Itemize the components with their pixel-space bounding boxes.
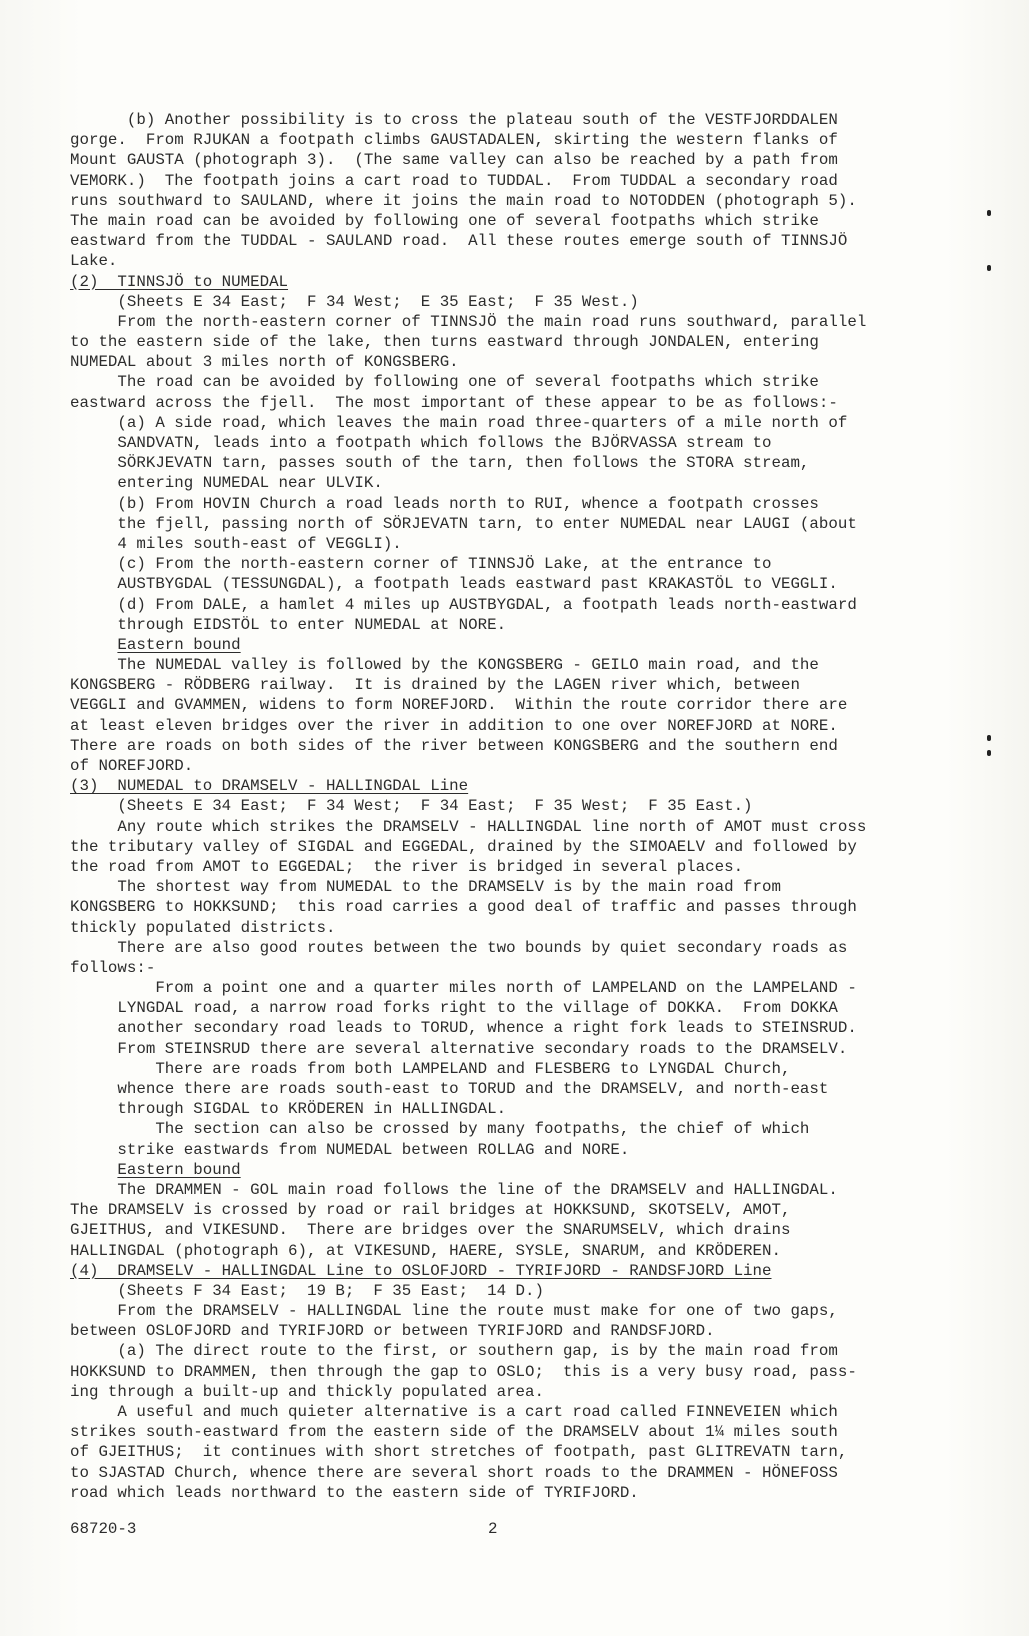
text-line: From the DRAMSELV - HALLINGDAL line the route must make for one of two gaps, — [70, 1302, 838, 1321]
text-line: SANDVATN, leads into a footpath which follows the BJÖRVASSA stream to — [70, 434, 772, 452]
text-line: The NUMEDAL valley is followed by the KONGSBERG - GEILO main road, and the — [70, 656, 819, 675]
text-line: eastward from the TUDDAL - SAULAND road. All these routes emerge south of TINNSJÖ — [70, 232, 848, 251]
text-line: entering NUMEDAL near ULVIK. — [70, 474, 383, 493]
text-line: There are roads from both LAMPELAND and FLESBERG to LYNGDAL Church, — [70, 1059, 791, 1078]
text-line: From STEINSRUD there are several alternative secondary roads to the DRAMSELV. — [70, 1039, 848, 1058]
margin-mark — [987, 265, 991, 271]
text-line: (a) The direct route to the first, or southern gap, is by the main road from — [70, 1342, 838, 1361]
text-line: of GJEITHUS; it continues with short stretches of footpath, past GLITREVATN tarn, — [70, 1443, 848, 1462]
text-line: KONGSBERG - RÖDBERG railway. It is drained by the LAGEN river which, between — [70, 676, 800, 695]
text-line — [70, 1261, 970, 1281]
margin-mark — [987, 750, 991, 756]
text-line: LYNGDAL road, a narrow road forks right to the village of DOKKA. From DOKKA — [70, 999, 838, 1018]
text-line: whence there are roads south-east to TORUD and the DRAMSELV, and north-east — [70, 1080, 829, 1098]
text-line: The road can be avoided by following one of several footpaths which strike — [70, 373, 819, 392]
text-line: (Sheets E 34 East; F 34 West; E 35 East; F 35 West.) — [70, 292, 639, 311]
text-line: (Sheets E 34 East; F 34 West; F 34 East; F 35 West; F 35 East.) — [70, 797, 753, 816]
text-line: gorge. From RJUKAN a footpath climbs GAUSTADALEN, skirting the western flanks of — [70, 131, 838, 150]
text-line: HOKKSUND to DRAMMEN, then through the gap to OSLO; this is a very busy road, pass- — [70, 1362, 857, 1381]
margin-mark — [987, 735, 991, 741]
text-line: at least eleven bridges over the river in addition to one over NOREFJORD at NORE. — [70, 716, 838, 735]
text-line: VEGGLI and GVAMMEN, widens to form NOREFJORD. Within the route corridor there are — [70, 696, 848, 715]
text-line: through EIDSTÖL to enter NUMEDAL at NORE. — [70, 615, 507, 634]
text-line: (b) From HOVIN Church a road leads north to RUI, whence a footpath crosses — [70, 494, 819, 513]
text-line: follows:- — [70, 958, 156, 977]
text-line: Lake. — [70, 252, 118, 271]
text-line: strikes south-eastward from the eastern side of the DRAMSELV about 1¼ miles south — [70, 1423, 838, 1442]
heading-text: (4) DRAMSELV - HALLINGDAL Line to OSLOFJORD - TYRIFJORD - RANDSFJORD Line — [70, 1261, 772, 1280]
text-line: eastward across the fjell. The most important of these appear to be as follows:- — [70, 393, 838, 412]
text-line: HALLINGDAL (photograph 6), at VIKESUND, HAERE, SYSLE, SNARUM, and KRÖDEREN. — [70, 1241, 781, 1260]
text-line: The main road can be avoided by following one of several footpaths which strike — [70, 211, 819, 230]
text-line: runs southward to SAULAND, where it joins the main road to NOTODDEN (photograph 5). — [70, 191, 857, 210]
text-line: the road from AMOT to EGGEDAL; the river is bridged in several places. — [70, 857, 744, 876]
document-number: 68720-3 — [70, 1520, 137, 1538]
text-line: the fjell, passing north of SÖRJEVATN tarn, to enter NUMEDAL near LAUGI (about — [70, 514, 857, 533]
text-line: AUSTBYGDAL (TESSUNGDAL), a footpath leads eastward past KRAKASTÖL to VEGGLI. — [70, 575, 838, 594]
heading-text: Eastern bound — [117, 1160, 241, 1179]
text-line: (Sheets F 34 East; 19 B; F 35 East; 14 D.) — [70, 1281, 544, 1300]
text-line: (d) From DALE, a hamlet 4 miles up AUSTBYGDAL, a footpath leads north-eastward — [70, 595, 857, 614]
text-line — [70, 1160, 970, 1180]
margin-mark — [987, 210, 991, 216]
text-line: GJEITHUS, and VIKESUND. There are bridges over the SNARUMSELV, which drains — [70, 1221, 791, 1240]
text-line: SÖRKJEVATN tarn, passes south of the tarn, then follows the STORA stream, — [70, 454, 810, 473]
text-line: The section can also be crossed by many footpaths, the chief of which — [70, 1120, 810, 1139]
text-line — [70, 635, 970, 655]
text-line: There are also good routes between the two bounds by quiet secondary roads as — [70, 938, 848, 957]
document-body — [70, 110, 970, 1503]
text-line — [70, 776, 970, 796]
text-line: 4 miles south-east of VEGGLI). — [70, 534, 402, 553]
text-line: KONGSBERG to HOKKSUND; this road carries a good deal of traffic and passes through — [70, 898, 857, 917]
text-line: NUMEDAL about 3 miles north of KONGSBERG. — [70, 353, 459, 372]
text-line: between OSLOFJORD and TYRIFJORD or between TYRIFJORD and RANDSFJORD. — [70, 1322, 715, 1341]
text-line: (a) A side road, which leaves the main road three-quarters of a mile north of — [70, 413, 848, 432]
text-line: Any route which strikes the DRAMSELV - HALLINGDAL line north of AMOT must cross — [70, 817, 867, 836]
text-line: another secondary road leads to TORUD, whence a right fork leads to STEINSRUD. — [70, 1019, 857, 1038]
text-line: From the north-eastern corner of TINNSJÖ the main road runs southward, parallel — [70, 312, 867, 331]
text-line: The shortest way from NUMEDAL to the DRAMSELV is by the main road from — [70, 878, 781, 897]
text-line: From a point one and a quarter miles north of LAMPELAND on the LAMPELAND - — [70, 979, 857, 998]
text-line: road which leads northward to the eastern side of TYRIFJORD. — [70, 1483, 639, 1502]
text-line: ing through a built-up and thickly populated area. — [70, 1382, 544, 1401]
heading-text: (2) TINNSJÖ to NUMEDAL — [70, 272, 289, 291]
text-line: the tributary valley of SIGDAL and EGGEDAL, drained by the SIMOAELV and followed by — [70, 837, 857, 856]
text-line: A useful and much quieter alternative is a cart road called FINNEVEIEN which — [70, 1403, 838, 1421]
text-line: thickly populated districts. — [70, 918, 336, 937]
text-line: of NOREFJORD. — [70, 757, 194, 775]
heading-text: Eastern bound — [117, 635, 241, 654]
text-line: Mount GAUSTA (photograph 3). (The same valley can also be reached by a path from — [70, 151, 838, 170]
text-line: to SJASTAD Church, whence there are several short roads to the DRAMMEN - HÖNEFOSS — [70, 1463, 838, 1482]
text-line: (b) Another possibility is to cross the plateau south of the VESTFJORDDALEN — [70, 111, 838, 129]
heading-text: (3) NUMEDAL to DRAMSELV - HALLINGDAL Line — [70, 777, 469, 796]
text-line: VEMORK.) The footpath joins a cart road to TUDDAL. From TUDDAL a secondary road — [70, 171, 838, 190]
text-line: strike eastwards from NUMEDAL between ROLLAG and NORE. — [70, 1140, 630, 1159]
text-line: The DRAMMEN - GOL main road follows the line of the DRAMSELV and HALLINGDAL. — [70, 1180, 838, 1199]
text-line: There are roads on both sides of the river between KONGSBERG and the southern end — [70, 736, 838, 755]
text-line: through SIGDAL to KRÖDEREN in HALLINGDAL. — [70, 1100, 507, 1119]
text-line: to the eastern side of the lake, then turns eastward through JONDALEN, entering — [70, 333, 819, 352]
text-line: (c) From the north-eastern corner of TINNSJÖ Lake, at the entrance to — [70, 555, 772, 574]
text-line: The DRAMSELV is crossed by road or rail bridges at HOKKSUND, SKOTSELV, AMOT, — [70, 1201, 791, 1220]
text-line — [70, 272, 970, 292]
page-number: 2 — [488, 1520, 498, 1538]
